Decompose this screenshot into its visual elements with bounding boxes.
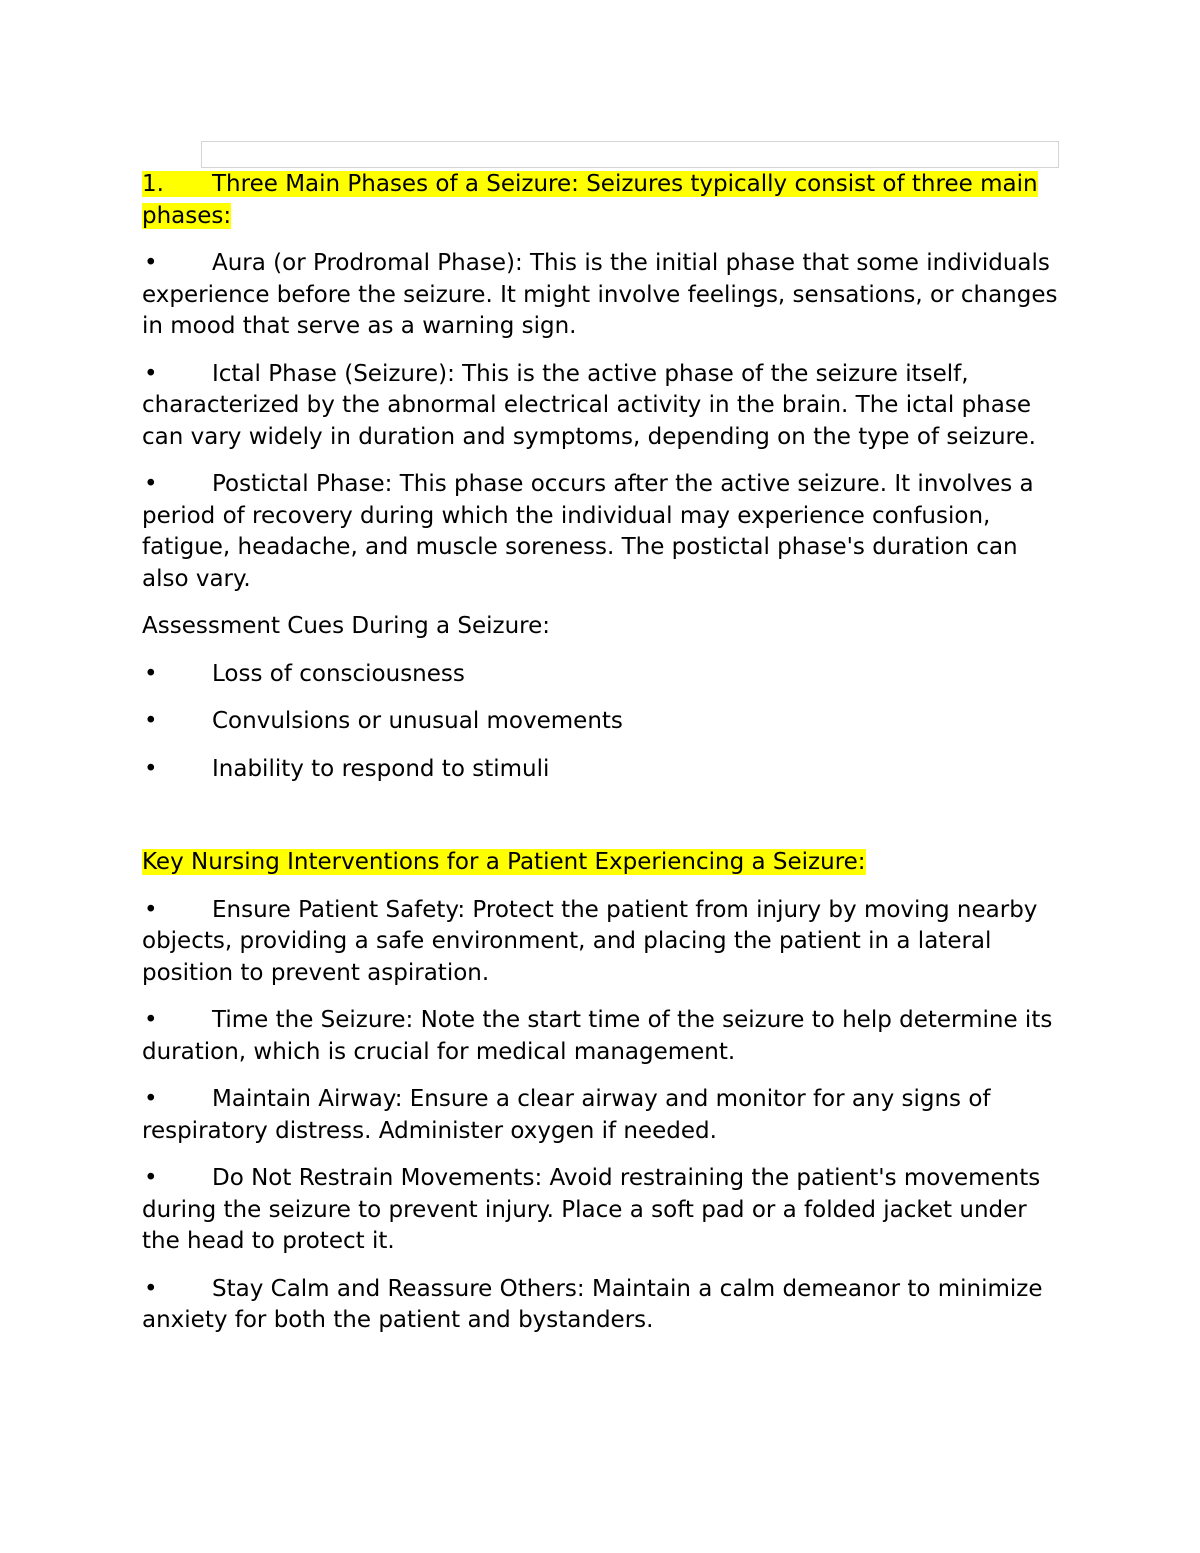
bullet-icon: • <box>144 471 158 497</box>
list-item-text: Stay Calm and Reassure Others: Maintain a calm demeanor to minimize anxiety for both the patient and bystanders. <box>142 1275 1043 1333</box>
highlighted-heading: Key Nursing Interventions for a Patient Experiencing a Seizure: <box>142 849 866 875</box>
section-heading-assessment: Assessment Cues During a Seizure: <box>142 613 551 639</box>
bullet-icon: • <box>144 708 158 734</box>
list-item <box>142 754 1062 786</box>
bullet-icon: • <box>144 1007 158 1033</box>
list-item <box>142 1084 1062 1147</box>
list-number: 1. <box>142 171 164 197</box>
section-heading-phases <box>142 169 1062 232</box>
list-item <box>142 359 1062 454</box>
blank-line <box>142 801 1062 847</box>
list-item-text: Time the Seizure: Note the start time of the seizure to help determine its duration, which is crucial for medical management. <box>142 1007 1053 1065</box>
header-box <box>201 141 1059 168</box>
list-item <box>142 1274 1062 1337</box>
list-item-text: Loss of consciousness <box>212 660 465 687</box>
bullet-icon: • <box>144 660 158 687</box>
list-item <box>142 1005 1062 1068</box>
list-item <box>142 248 1062 343</box>
list-item <box>142 469 1062 595</box>
list-item-text: Postictal Phase: This phase occurs after the active seizure. It involves a period of recovery during which the individual may experience confusion, fatigue, headache, and muscle soreness. The postictal phase's duration can also vary. <box>142 471 1034 592</box>
highlighted-heading <box>142 171 1038 229</box>
list-item-text: Aura (or Prodromal Phase): This is the initial phase that some individuals experience before the seizure. It might involve feelings, sensations, or changes in mood that serve as a warning sign. <box>142 250 1058 339</box>
list-item-text: Inability to respond to stimuli <box>212 755 550 782</box>
bullet-icon: • <box>144 896 158 923</box>
heading-text: Three Main Phases of a Seizure: Seizures typically consist of three main phases: <box>142 171 1038 229</box>
list-item-text: Convulsions or unusual movements <box>212 708 623 734</box>
list-item <box>142 659 1062 691</box>
list-item-text: Ictal Phase (Seizure): This is the active phase of the seizure itself, characterized by the abnormal electrical activity in the brain. The ictal phase can vary widely in duration and symptoms, depending on the type of seizure. <box>142 360 1036 450</box>
bullet-icon: • <box>144 1275 158 1302</box>
bullet-icon: • <box>144 1165 158 1191</box>
bullet-icon: • <box>144 250 158 276</box>
list-item <box>142 895 1062 990</box>
bullet-icon: • <box>144 360 158 387</box>
document-body <box>142 169 1062 1353</box>
bullet-icon: • <box>144 1086 158 1112</box>
list-item <box>142 706 1062 738</box>
list-item-text: Maintain Airway: Ensure a clear airway and monitor for any signs of respiratory distress. Administer oxygen if needed. <box>142 1086 991 1144</box>
list-item-text: Ensure Patient Safety: Protect the patient from injury by moving nearby objects, providing a safe environment, and placing the patient in a lateral position to prevent aspiration. <box>142 896 1038 986</box>
bullet-icon: • <box>144 755 158 782</box>
list-item-text: Do Not Restrain Movements: Avoid restraining the patient's movements during the seizure to prevent injury. Place a soft pad or a folded jacket under the head to protect it. <box>142 1165 1041 1254</box>
list-item <box>142 1163 1062 1258</box>
section-heading-interventions <box>142 847 1062 879</box>
